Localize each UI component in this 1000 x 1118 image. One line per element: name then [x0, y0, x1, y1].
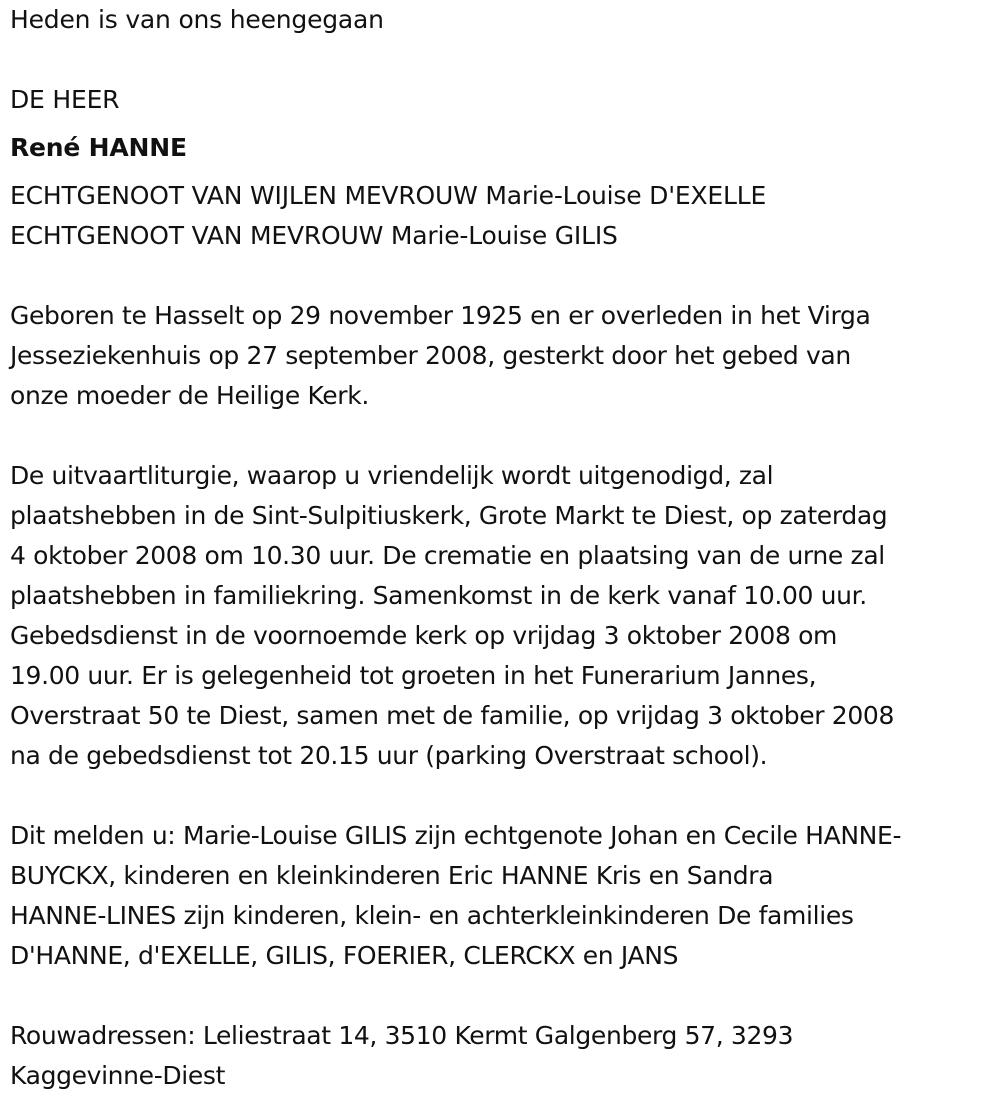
spouse-line: ECHTGENOOT VAN MEVROUW Marie-Louise GILIS: [10, 221, 618, 250]
spacer: [10, 976, 990, 1016]
paragraph-line: 4 oktober 2008 om 10.30 uur. De crematie en plaatsing van de urne zal: [10, 541, 885, 570]
paragraph-line: De uitvaartliturgie, waarop u vriendelijk wordt uitgenodigd, zal: [10, 461, 774, 490]
paragraph-line: Rouwadressen: Leliestraat 14, 3510 Kermt Galgenberg 57, 3293: [10, 1021, 794, 1050]
paragraph-line: Jesseziekenhuis op 27 september 2008, gesterkt door het gebed van: [10, 341, 851, 370]
spacer: [10, 776, 990, 816]
title-text: DE HEER: [10, 85, 120, 114]
paragraph-line: HANNE-LINES zijn kinderen, klein- en achterkleinkinderen De families: [10, 901, 854, 930]
paragraph-line: Overstraat 50 te Diest, samen met de familie, op vrijdag 3 oktober 2008: [10, 701, 895, 730]
spacer: [10, 40, 990, 80]
spacer: [10, 256, 990, 296]
paragraph-line: 19.00 uur. Er is gelegenheid tot groeten in het Funerarium Jannes,: [10, 661, 817, 690]
deceased-name: René HANNE: [10, 133, 187, 162]
paragraph-line: plaatshebben in de Sint-Sulpitiuskerk, Grote Markt te Diest, op zaterdag: [10, 501, 888, 530]
paragraph-line: Dit melden u: Marie-Louise GILIS zijn echtgenote Johan en Cecile HANNE-: [10, 821, 902, 850]
paragraph-line: D'HANNE, d'EXELLE, GILIS, FOERIER, CLERCKX en JANS: [10, 941, 679, 970]
paragraph-line: plaatshebben in familiekring. Samenkomst in de kerk vanaf 10.00 uur.: [10, 581, 867, 610]
spacer: [10, 416, 990, 456]
spouse-line: ECHTGENOOT VAN WIJLEN MEVROUW Marie-Louise D'EXELLE: [10, 181, 767, 210]
paragraph-line: na de gebedsdienst tot 20.15 uur (parking Overstraat school).: [10, 741, 768, 770]
obituary-notice: [10, 0, 990, 1096]
spacer: [10, 120, 990, 128]
paragraph-line: onze moeder de Heilige Kerk.: [10, 381, 369, 410]
intro-text: Heden is van ons heengegaan: [10, 5, 384, 34]
spacer: [10, 168, 990, 176]
addresses-paragraph: [10, 1016, 990, 1096]
paragraph-line: Kaggevinne-Diest: [10, 1061, 226, 1090]
paragraph-line: Gebedsdienst in de voornoemde kerk op vrijdag 3 oktober 2008 om: [10, 621, 838, 650]
paragraph-line: BUYCKX, kinderen en kleinkinderen Eric HANNE Kris en Sandra: [10, 861, 774, 890]
paragraph-line: Geboren te Hasselt op 29 november 1925 en er overleden in het Virga: [10, 301, 871, 330]
announcers-paragraph: [10, 816, 990, 976]
birth-death-paragraph: [10, 296, 990, 416]
funeral-paragraph: [10, 456, 990, 776]
spouses-block: [10, 176, 990, 256]
